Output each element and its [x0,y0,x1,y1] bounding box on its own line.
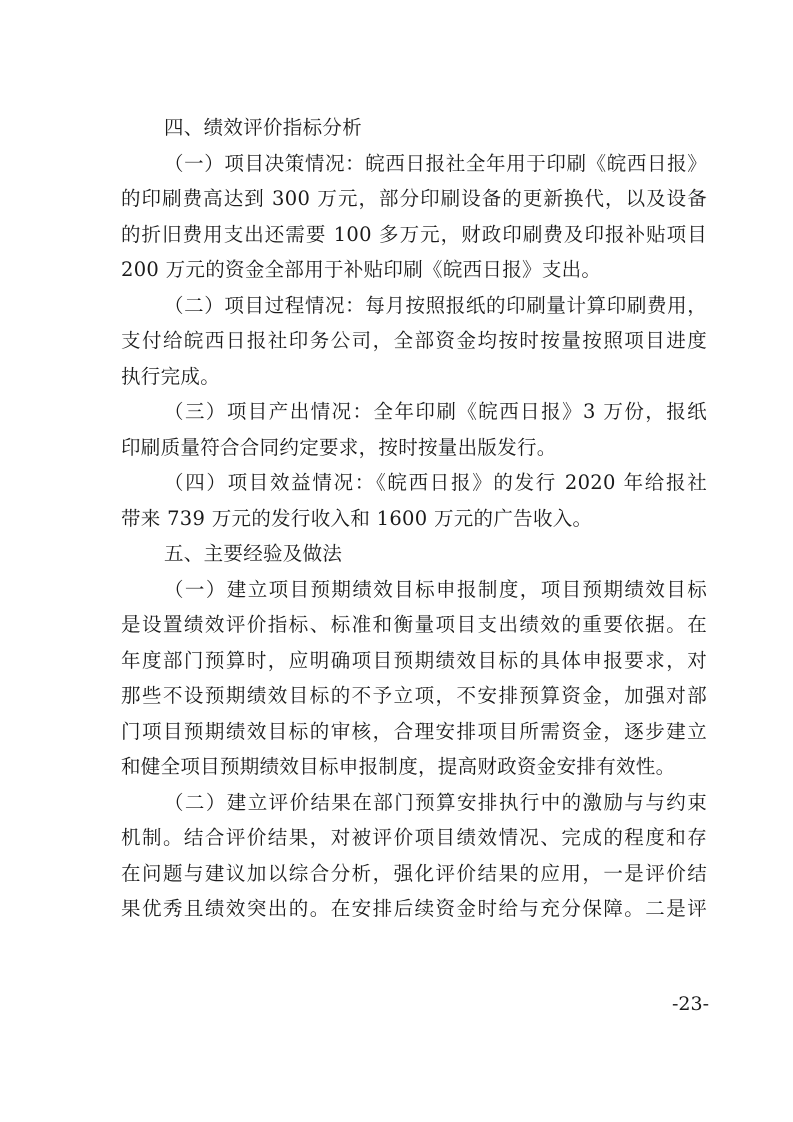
paragraph-line: （四）项目效益情况：《皖西日报》的发行 2020 年给报社 [164,471,707,494]
paragraph-line: 印刷质量符合合同约定要求，按时按量出版发行。 [121,435,557,459]
paragraph-line: 果优秀且绩效突出的。在安排后续资金时给与充分保障。二是评 [121,897,707,920]
paragraph-line: 的折旧费用支出还需要 100 多万元，财政印刷费及印报补贴项目 [121,222,707,246]
paragraph-line: 年度部门预算时，应明确项目预期绩效目标的具体申报要求，对 [121,648,707,672]
document-body [121,110,707,927]
paragraph-line: 和健全项目预期绩效目标申报制度，提高财政资金安排有效性。 [121,755,676,778]
paragraph-line: 机制。结合评价结果，对被评价项目绩效情况、完成的程度和存 [121,826,707,849]
paragraph-line: （一）项目决策情况：皖西日报社全年用于印刷《皖西日报》 [164,151,707,175]
paragraph-line: （二）建立评价结果在部门预算安排执行中的激励与与约束 [164,790,707,814]
paragraph-line: 200 万元的资金全部用于补贴印刷《皖西日报》支出。 [121,258,602,281]
section-heading: 四、绩效评价指标分析 [164,116,363,139]
section-heading: 五、主要经验及做法 [164,542,343,565]
paragraph-line: 门项目预期绩效目标的审核，合理安排项目所需资金，逐步建立 [121,719,707,743]
paragraph-line: （一）建立项目预期绩效目标申报制度，项目预期绩效目标 [164,577,707,601]
page-number: -23- [672,993,710,1015]
paragraph-line: 的印刷费高达到 300 万元，部分印刷设备的更新换代，以及设备 [121,187,707,210]
paragraph-line: 是设置绩效评价指标、标准和衡量项目支出绩效的重要依据。在 [121,613,707,636]
paragraph-line: 带来 739 万元的发行收入和 1600 万元的广告收入。 [121,506,593,530]
paragraph-line: 执行完成。 [121,364,221,388]
paragraph-line: 那些不设预期绩效目标的不予立项，不安排预算资金，加强对部 [121,684,707,707]
paragraph-line: （二）项目过程情况：每月按照报纸的印刷量计算印刷费用， [164,293,707,317]
paragraph-line: 在问题与建议加以综合分析，强化评价结果的应用，一是评价结 [121,861,707,885]
paragraph-line: （三）项目产出情况：全年印刷《皖西日报》3 万份，报纸 [164,400,707,423]
paragraph-line: 支付给皖西日报社印务公司，全部资金均按时按量按照项目进度 [121,329,707,352]
